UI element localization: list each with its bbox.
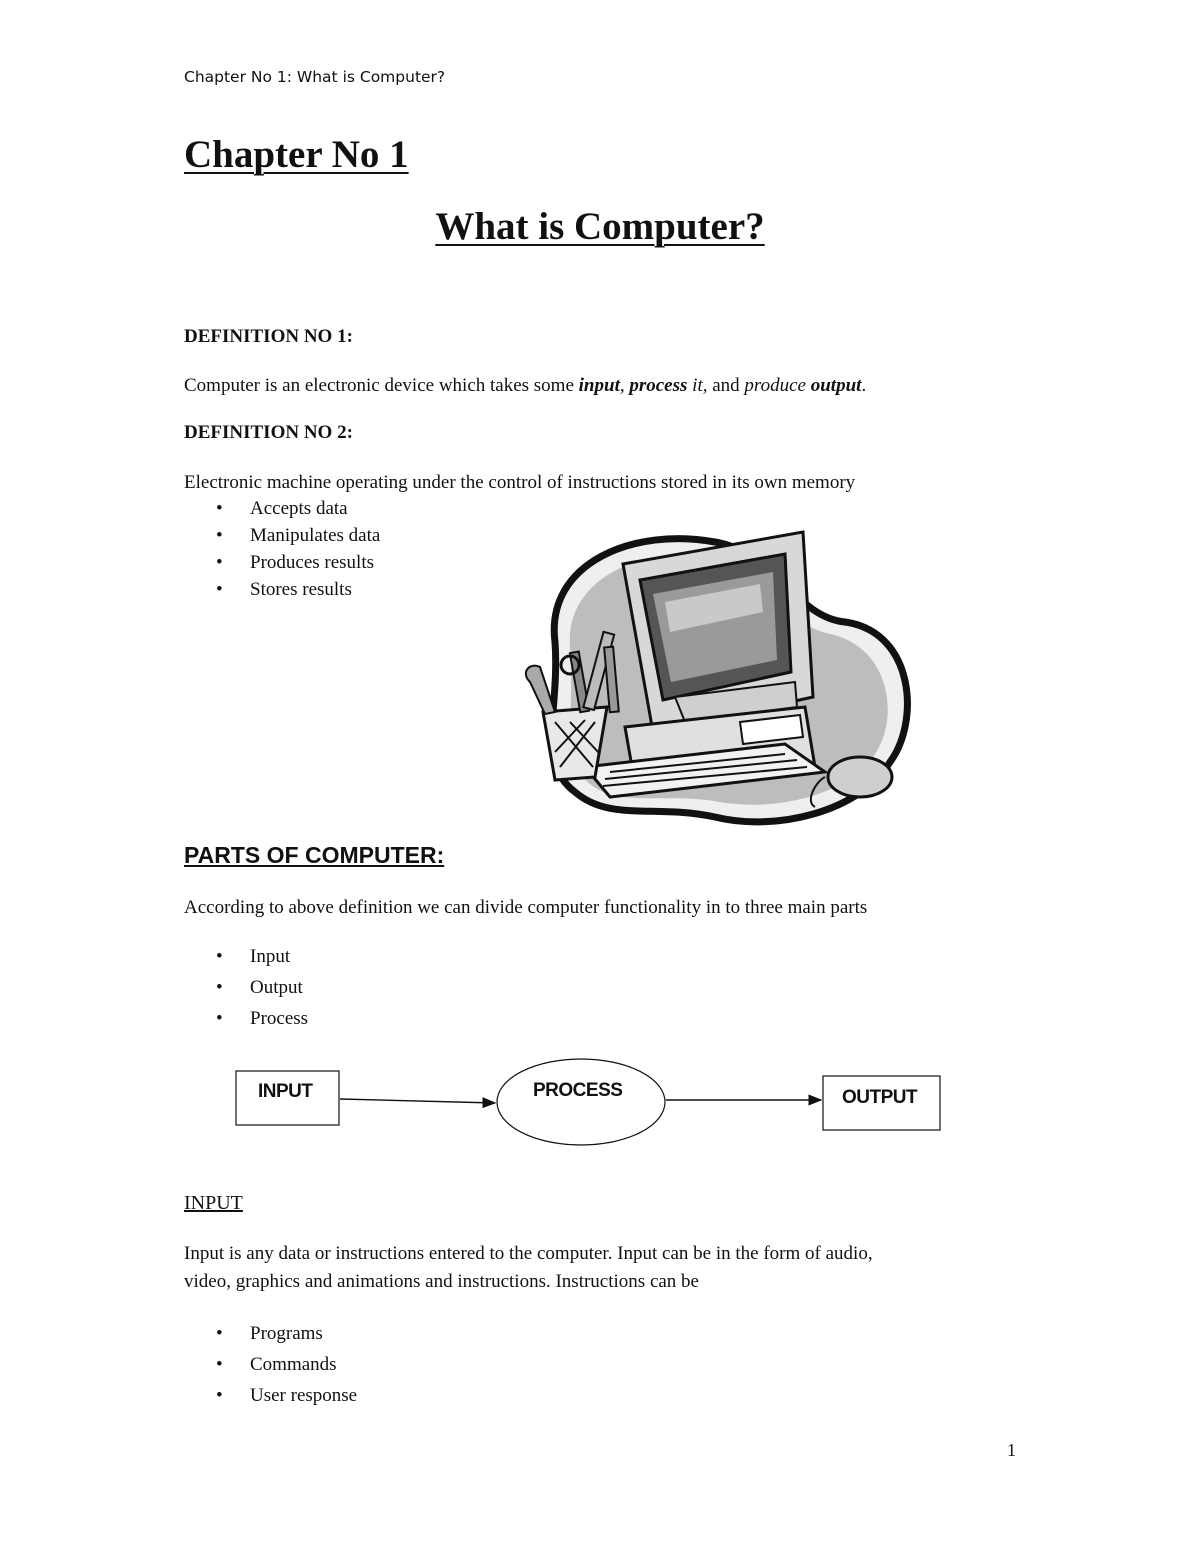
definition-2-heading: DEFINITION NO 2: — [184, 422, 353, 443]
term-produce: produce output — [744, 375, 862, 396]
instructions-list — [216, 1318, 357, 1411]
term-input: input — [578, 375, 620, 396]
output-label: OUTPUT — [842, 1087, 918, 1108]
definition-2-text: Electronic machine operating under the control of instructions stored in its own memory — [184, 472, 856, 493]
definition-1-text — [184, 372, 866, 400]
list-item: • Commands — [216, 1349, 357, 1380]
list-item: • Manipulates data — [216, 522, 380, 549]
input-section-heading: INPUT — [184, 1192, 243, 1214]
input-section-line-2: video, graphics and animations and instructions. Instructions can be — [184, 1271, 699, 1292]
arrow-input-to-process — [340, 1099, 495, 1103]
computer-clipart-image — [515, 522, 920, 834]
list-item: • Stores results — [216, 576, 380, 603]
definition-1-end: . — [861, 375, 867, 396]
definition-1-sep1: , — [619, 375, 630, 396]
chapter-number-heading: Chapter No 1 — [184, 133, 409, 176]
input-section-line-1: Input is any data or instructions entered to the computer. Input can be in the form of audio, — [184, 1243, 873, 1264]
input-process-output-diagram — [225, 1050, 955, 1160]
input-label: INPUT — [258, 1081, 313, 1102]
parts-list — [216, 941, 308, 1034]
list-item: • Process — [216, 1003, 308, 1034]
process-label: PROCESS — [533, 1080, 623, 1101]
definition-1-text-start: Computer is an electronic device which takes some — [184, 375, 579, 396]
parts-heading: PARTS OF COMPUTER: — [184, 842, 445, 868]
list-item: • Input — [216, 941, 308, 972]
list-item: • Programs — [216, 1318, 357, 1349]
definition-2-list — [216, 495, 380, 603]
definition-1-heading: DEFINITION NO 1: — [184, 326, 353, 347]
running-header: Chapter No 1: What is Computer? — [184, 68, 446, 86]
list-item: • Output — [216, 972, 308, 1003]
list-item: • User response — [216, 1380, 357, 1411]
definition-1-sep2: and — [707, 375, 745, 396]
parts-intro-text: According to above definition we can divide computer functionality in to three main parts — [184, 897, 868, 918]
list-item: • Accepts data — [216, 495, 380, 522]
page-number: 1 — [1007, 1440, 1016, 1460]
process-ellipse — [497, 1059, 665, 1145]
term-process: process it, — [629, 375, 708, 396]
chapter-title: What is Computer? — [435, 205, 765, 248]
list-item: • Produces results — [216, 549, 380, 576]
